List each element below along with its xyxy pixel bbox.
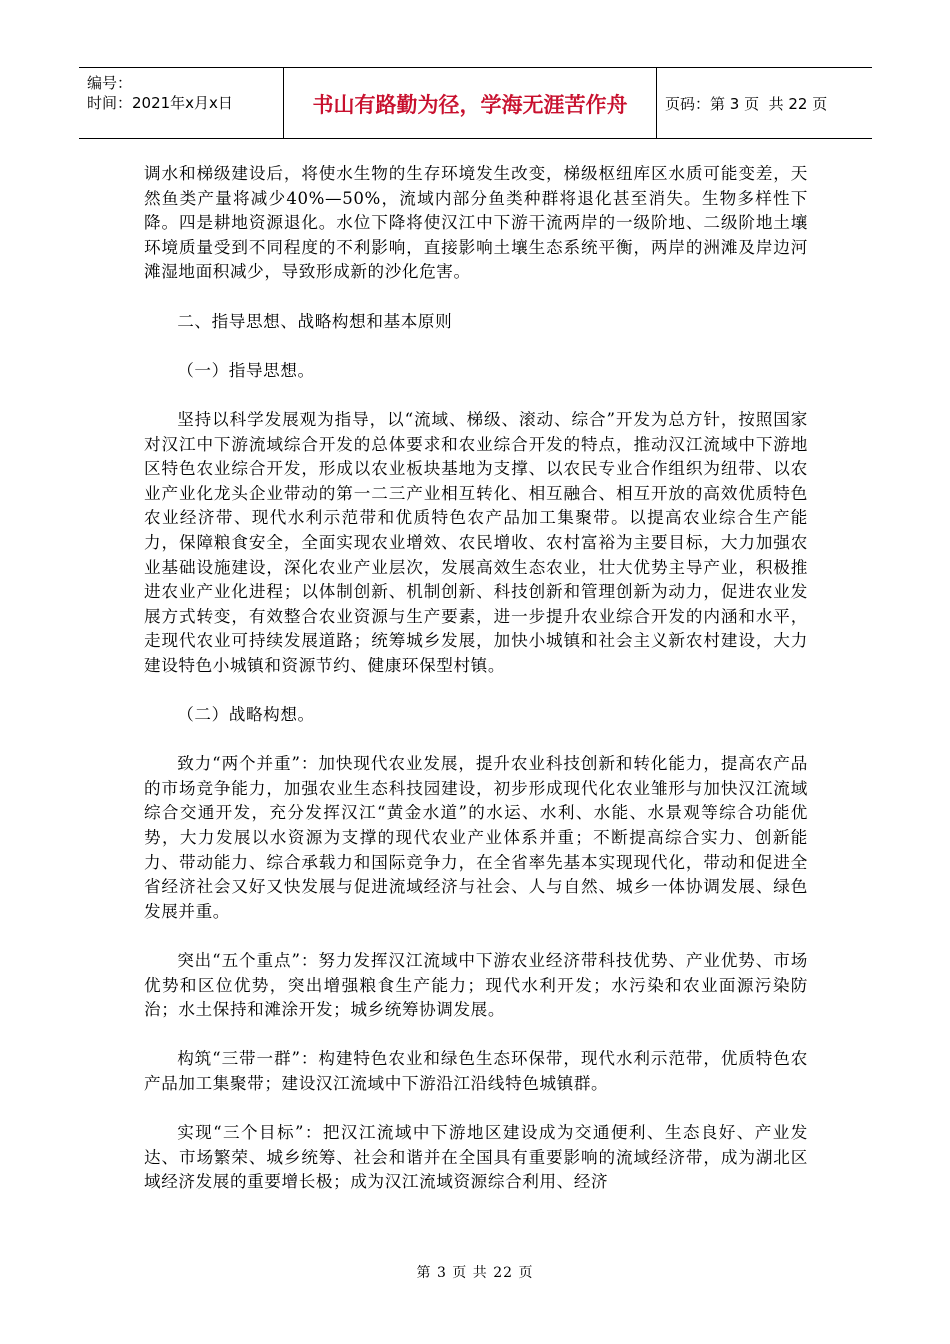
document-time-label: 时间：2021年x月x日: [87, 94, 233, 112]
subsection-heading-strategic-concept: （二）战略构想。: [177, 705, 315, 725]
paragraph-continued: 调水和梯级建设后，将使水生物的生存环境发生改变，梯级枢纽库区水质可能变差，天然鱼类产量将减少40%—50%，流域内部分鱼类种群将退化甚至消失。生物多样性下降。四是耕地资源退化。水位下降将使汉江中下游干流两岸的一级阶地、二级阶地土壤环境质量受到不同程度的不利影响，直接影响土壤生态系统平衡，两岸的洲滩及岸边河滩湿地面积减少，导致形成新的沙化危害。: [144, 164, 808, 282]
paragraph-three-goals: 实现“三个目标”：把汉江流域中下游地区建设成为交通便利、生态良好、产业发达、市场繁荣、城乡统筹、社会和谐并在全国具有重要影响的流域经济带，成为湖北区域经济发展的重要增长极；成为汉江流域资源综合利用、经济: [144, 1123, 808, 1192]
paragraph-guiding-ideology: 坚持以科学发展观为指导，以“流域、梯级、滚动、综合”开发为总方针，按照国家对汉江中下游流域综合开发的总体要求和农业综合开发的特点，推动汉江流域中下游地区特色农业综合开发，形成以农业板块基地为支撑、以农民专业合作组织为纽带、以农业产业化龙头企业带动的第一二三产业相互转化、相互融合、相互开放的高效优质特色农业经济带、现代水利示范带和优质特色农产品加工集聚带。以提高农业综合生产能力，保障粮食安全，全面实现农业增效、农民增收、农村富裕为主要目标，大力加强农业基础设施建设，深化农业产业层次，发展高效生态农业，壮大优势主导产业，积极推进农业产业化进程；以体制创新、机制创新、科技创新和管理创新为动力，促进农业发展方式转变，有效整合农业资源与生产要素，进一步提升农业综合开发的内涵和水平，走现代农业可持续发展道路；统筹城乡发展，加快小城镇和社会主义新农村建设，大力建设特色小城镇和资源节约、健康环保型村镇。: [144, 409, 808, 675]
subsection-heading-guiding-ideology: （一）指导思想。: [177, 360, 315, 380]
section-heading: 二、指导思想、战略构想和基本原则: [177, 311, 453, 331]
page-header: [79, 67, 872, 139]
paragraph-two-emphases: 致力“两个并重”：加快现代农业发展，提升农业科技创新和转化能力，提高农产品的市场竞争能力，加强农业生态科技园建设，初步形成现代化农业雏形与加快汉江流域综合交通开发，充分发挥汉江“黄金水道”的水运、水利、水能、水景观等综合功能优势，大力发展以水资源为支撑的现代农业产业体系并重；不断提高综合实力、创新能力、带动能力、综合承载力和国际竞争力，在全省率先基本实现现代化，带动和促进全省经济社会又好又快发展与促进流域经济与社会、人与自然、城乡一体协调发展、绿色发展并重。: [144, 754, 808, 921]
paragraph-five-priorities: 突出“五个重点”：努力发挥汉江流域中下游农业经济带科技优势、产业优势、市场优势和区位优势，突出增强粮食生产能力；现代水利开发；水污染和农业面源污染防治；水土保持和滩涂开发；城乡统筹协调发展。: [144, 951, 808, 1020]
header-page-info: 页码：第 3 页 共 22 页: [665, 94, 828, 113]
document-body: [144, 162, 808, 1195]
paragraph-three-belts: 构筑“三带一群”：构建特色农业和绿色生态环保带，现代水利示范带，优质特色农产品加工集聚带；建设汉江流域中下游沿江沿线特色城镇群。: [144, 1049, 808, 1093]
document-number-label: 编号：: [87, 74, 133, 92]
header-meta: [79, 68, 284, 138]
page-footer: 第 3 页 共 22 页: [416, 1265, 534, 1281]
header-motto: 书山有路勤为径，学海无涯苦作舟: [284, 68, 657, 138]
